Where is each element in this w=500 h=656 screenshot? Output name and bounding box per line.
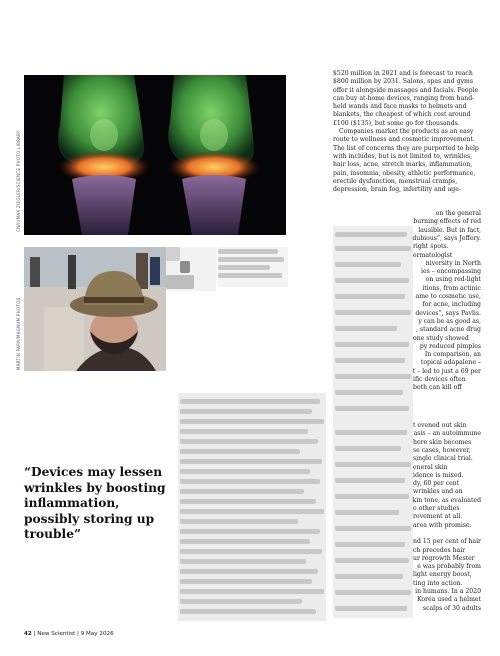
man-with-hat-image <box>24 247 166 371</box>
line-tail: ur regrowth Mester <box>413 554 475 562</box>
footer-separator: | <box>33 631 36 637</box>
line-tail: nd 15 per cent of hair <box>413 538 481 546</box>
publication-name: New Scientist <box>37 631 76 637</box>
line-tail: in humans. In a 2020 <box>415 588 481 595</box>
body-paragraph-2-partial: depression, brain fog, infertility and age- <box>333 186 461 194</box>
blurred-caption <box>166 247 216 291</box>
line-tail: light energy boost, <box>413 571 472 579</box>
line-tail: Korea used a helmet <box>416 596 481 604</box>
line-tail: one study showed <box>413 334 469 342</box>
line-tail: dubious”, says Jeffery. <box>412 234 481 242</box>
line-tail: itions, from actinic <box>422 284 481 292</box>
page-number: 42 <box>24 631 32 637</box>
pull-quote: “Devices may lessen wrinkles by boosting inflammation, possibly storing up trouble” <box>24 465 166 542</box>
line-tail: e was probably from <box>417 563 481 571</box>
line-tail: single clinical trial. <box>413 455 473 463</box>
line-tail: y can be as good as, <box>418 317 481 325</box>
line-tail: for acne, including <box>422 301 481 309</box>
page-footer <box>24 631 114 637</box>
body-paragraph-2: Companies market the products as an easy route to wellness and cosmetic improvement. The list of concerns they are purported to help with includes, but is not limited to, wrinkles, hair loss, acne, stretch marks, inflammation, pain, insomnia, obesity, athletic performance, erectile dysfunction, menstrual cramps, <box>333 128 479 185</box>
line-tail: ermatologist <box>413 251 453 259</box>
line-tail: lausible. But in fact, <box>418 226 481 234</box>
line-tail: o other studies <box>413 505 460 512</box>
line-tail: se cases, however, <box>413 446 471 454</box>
line-tail: In comparison, an <box>424 351 481 359</box>
line-tail: ific devices often <box>413 376 466 383</box>
blurred-middle-column <box>178 393 326 621</box>
footer-separator: | <box>77 631 79 637</box>
line-tail: ies – encompassing <box>420 268 481 276</box>
line-tail: on using red-light <box>425 276 481 284</box>
line-tail: asis – an autoimmune <box>413 430 481 438</box>
article-body-column <box>333 70 481 194</box>
line-tail: kin tone, as evaluated <box>412 496 481 504</box>
line-tail: ch precedes hair <box>413 546 466 554</box>
issue-date: 9 May 2026 <box>80 631 114 637</box>
line-tail: dy, 60 per cent <box>413 480 460 488</box>
line-tail: here skin becomes <box>413 438 472 446</box>
line-tail: ame to cosmetic use, <box>415 293 481 300</box>
line-tail: eneral skin <box>413 463 448 471</box>
line-tail: wrinkles and an <box>413 488 463 496</box>
line-tail: t – led to just a 69 per <box>412 367 481 375</box>
line-tail: ting into action. <box>413 579 463 587</box>
line-tail: rovement at all. <box>413 513 463 521</box>
line-tail: area with promise. <box>413 521 472 529</box>
line-tail: t evened out skin <box>413 422 467 429</box>
line-tail: scalps of 30 adults <box>422 604 481 612</box>
image-credit-knee: CNRI/MAX ZIEGLER/SCIENCE PHOTO LIBRARY <box>16 130 21 232</box>
line-tail: en the general <box>435 210 481 217</box>
line-tail: devices”, says Pavlis. <box>415 309 481 317</box>
line-tail: both can kill off <box>413 384 462 392</box>
image-credit-hat: MARTIN PARR/MAGNUM PHOTOS <box>16 297 21 370</box>
line-tail: right spots. <box>413 243 449 251</box>
line-tail: burning effects of red <box>413 218 481 226</box>
line-tail: py reduced pimples <box>419 342 481 350</box>
line-tail: , standard acne drug <box>416 326 481 334</box>
body-paragraph-1: $520 million in 2021 and is forecast to reach $800 million by 2031. Salons, spas and gyms offer it alongside massages and facials. People can buy at-home devices, ranging from hand-held wands and face masks to helmets and blankets, the cheapest of which cost around £100 ($135), but some go for thousands. <box>333 70 479 127</box>
line-tail: niversity in North <box>425 259 481 267</box>
blurred-caption-text <box>218 247 288 287</box>
knee-xray-image <box>24 75 286 235</box>
line-tail: idence is mixed. <box>413 471 464 479</box>
line-tail: topical adapalene – <box>420 359 481 367</box>
